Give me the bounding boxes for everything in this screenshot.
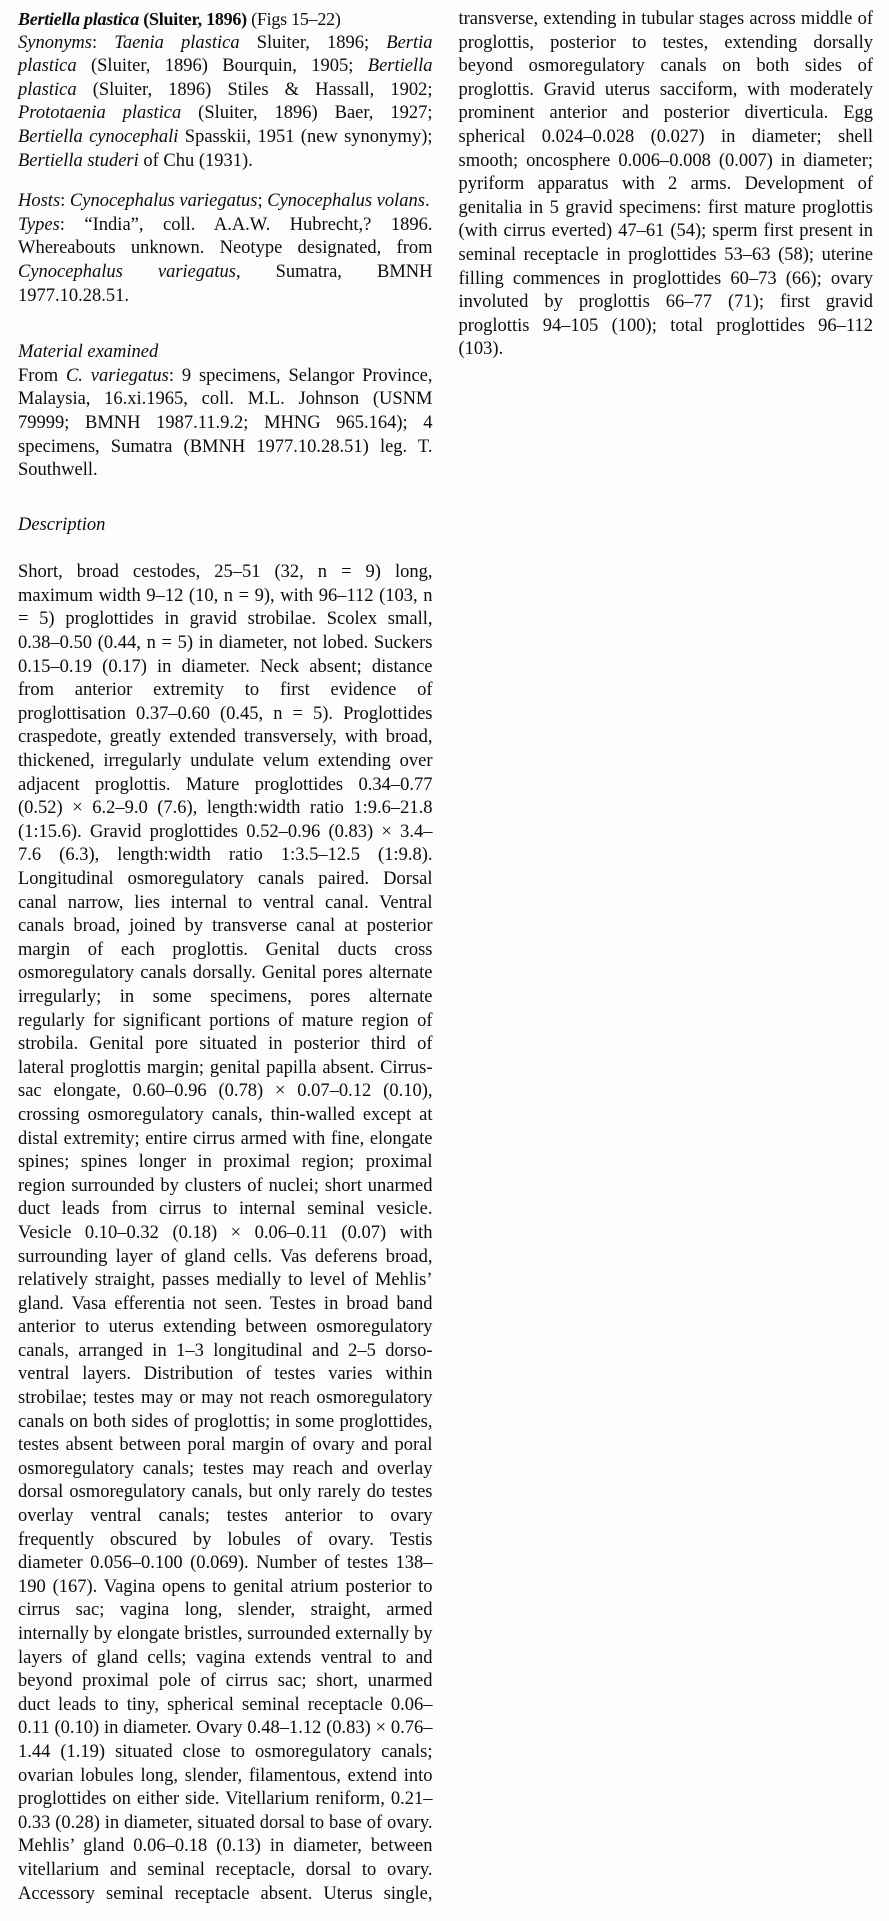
text-run: Bertiella plastica — [18, 9, 139, 29]
text-run: (Sluiter, 1896) — [139, 9, 247, 29]
text-run: ; — [257, 191, 268, 212]
text-run: Prototaenia plastica — [18, 103, 182, 124]
text-run: Cynocephalus variegatus — [69, 191, 258, 212]
text-run: Sluiter, 1896; — [239, 32, 387, 53]
material-examined-paragraph — [18, 365, 433, 483]
text-run: (Sluiter, 1896) Stiles & Hassall, 1902; — [76, 79, 433, 100]
synonyms-paragraph — [18, 32, 433, 174]
hosts-paragraph — [18, 190, 433, 214]
text-run: Taenia plastica — [114, 32, 240, 53]
text-run: : “India”, coll. A.A.W. Hubrecht,? 1896. Whereabouts unknown. Neotype designated, from — [18, 214, 433, 259]
text-run: Cynocephalus variegatus — [18, 261, 236, 282]
types-paragraph — [18, 214, 433, 308]
text-run: (Sluiter, 1896) Bourquin, 1905; — [76, 56, 368, 77]
text-run: Synonyms — [18, 32, 92, 53]
text-run: Bertia plastica — [18, 32, 433, 77]
text-run: Types — [18, 214, 60, 235]
text-run: Hosts — [18, 191, 61, 212]
text-run: Spasskii, 1951 (new synonymy); — [178, 126, 433, 147]
text-run: From — [18, 365, 66, 386]
description-paragraph: Short, broad cestodes, 25–51 (32, n = 9) long, maximum width 9–12 (10, n = 9), with 96–112 (103, n = 5) proglottides in gravid strobilae. Scolex small, 0.38–0.50 (0.44, n = 5) in diameter, not lobed. Suckers 0.15–0.19 (0.17) in diameter. Neck absent; distance from anterior extremity to first evidence of proglottisation 0.37–0.60 (0.45, n = 5). Proglottides craspedote, greatly extended transversely, with broad, thickened, irregularly undulate velum extending over adjacent proglottis. Mature proglottides 0.34–0.77 (0.52) × 6.2–9.0 (7.6), length:width ratio 1:9.6–21.8 (1:15.6). Gravid proglottides 0.52–0.96 (0.83) × 3.4–7.6 (6.3), length:width ratio 1:3.5–12.5 (1:9.8). Longitudinal osmoregulatory canals paired. Dorsal canal narrow, lies internal to ventral canal. Ventral canals broad, joined by transverse canal at posterior margin of each proglottis. Genital ducts cross osmoregulatory canals dorsally. Genital pores alternate irregularly; in some specimens, pores alternate regularly for significant portions of mature region of strobila. Genital pore situated in posterior third of lateral proglottis margin; genital papilla absent. Cirrus-sac elongate, 0.60–0.96 (0.78) × 0.07–0.12 (0.10), crossing osmoregulatory canals, thin-walled except at distal extremity; entire cirrus armed with fine, elongate spines; spines longer in proximal region; proximal region surrounded by clusters of nuclei; short unarmed duct leads from cirrus to internal seminal vesicle. Vesicle 0.10–0.32 (0.18) × 0.06–0.11 (0.07) with surrounding layer of gland cells. Vas deferens broad, relatively straight, passes medially to level of Mehlis’ gland. Vasa efferentia not seen. Testes in broad band anterior to uterus extending between osmoregulatory canals, arranged in 1–3 longitudinal and 2–5 dorso-ventral layers. Distribution of testes varies within strobilae; testes may or may not reach osmoregulatory canals on both sides of proglottis; in some proglottides, testes absent between poral margin of ovary and poral osmoregulatory canals; testes may reach and overlay dorsal osmoregulatory canals, but only rarely do testes overlay ventral canals; testes anterior to ovary frequently obscured by lobules of ovary. Testis diameter 0.056–0.100 (0.069). Number of testes 138–190 (167). Vagina opens to genital atrium posterior to cirrus sac; vagina long, slender, straight, armed internally by elongate bristles, surrounded externally by layers of gland cells; vagina extends ventral to and beyond proximal pole of cirrus sac; short, unarmed duct leads to tiny, spherical seminal receptacle 0.06–0.11 (0.10) in diameter. Ovary 0.48–1.12 (0.83) × 0.76–1.44 (1.19) situated close to osmoregulatory canals; ovarian lobules long, slender, filamentous, extend into proglottides on either side. Vitellarium reniform, 0.21–0.33 (0.28) in diameter, situated dorsal to base of ovary. Mehlis’ gland 0.06–0.18 (0.13) in diameter, between vitellarium and seminal receptacle, dorsal to ovary. Accessory seminal receptacle absent. Uterus single, transverse, extending in tubular stages across middle of proglottis, posterior to testes, extending dorsally beyond osmoregulatory canals on both sides of proglottis. Gravid uterus sacciform, with moderately prominent anterior and posterior diverticula. Egg spherical 0.024–0.028 (0.027) in diameter; shell smooth; oncosphere 0.006–0.008 (0.007) in diameter; pyriform apparatus with 2 arms. Development of genitalia in 5 gravid specimens: first mature proglottis (with cirrus everted) 47–61 (54); sperm first present in seminal receptacle in proglottides 53–63 (58); uterine filling commences in proglottides 60–73 (66); ovary involuted by proglottis 66–77 (71); first gravid proglottis 94–105 (100); total proglottides 96–112 (103). — [18, 9, 873, 1904]
text-run: , Sumatra, BMNH 1977.10.28.51. — [18, 261, 433, 306]
text-run: Cynocephalus volans — [267, 191, 425, 212]
description-heading: Description — [18, 514, 106, 535]
text-run: C. variegatus — [65, 365, 169, 386]
text-run: (Sluiter, 1896) Baer, 1927; — [181, 103, 433, 124]
two-column-text-flow — [18, 8, 873, 1911]
text-run: : 9 specimens, Selangor Province, Malaysia, 16.xi.1965, coll. M.L. Johnson (USNM 79999; BMNH 1987.11.9.2; MHNG 965.164); 4 specimens, Sumatra (BMNH 1977.10.28.51) leg. T. Southwell. — [18, 365, 433, 481]
text-run: : — [60, 191, 70, 212]
text-run: of Chu (1931). — [138, 150, 253, 171]
material-examined-heading: Material examined — [18, 342, 159, 363]
text-run: Bertiella cynocephali — [18, 126, 179, 147]
text-run: (Figs 15–22) — [246, 9, 341, 29]
text-run: : — [91, 32, 115, 53]
text-run: Bertiella studeri — [18, 150, 139, 171]
text-run: Bertiella plastica — [18, 56, 433, 100]
text-run: . — [424, 191, 430, 212]
species-heading — [18, 8, 433, 32]
